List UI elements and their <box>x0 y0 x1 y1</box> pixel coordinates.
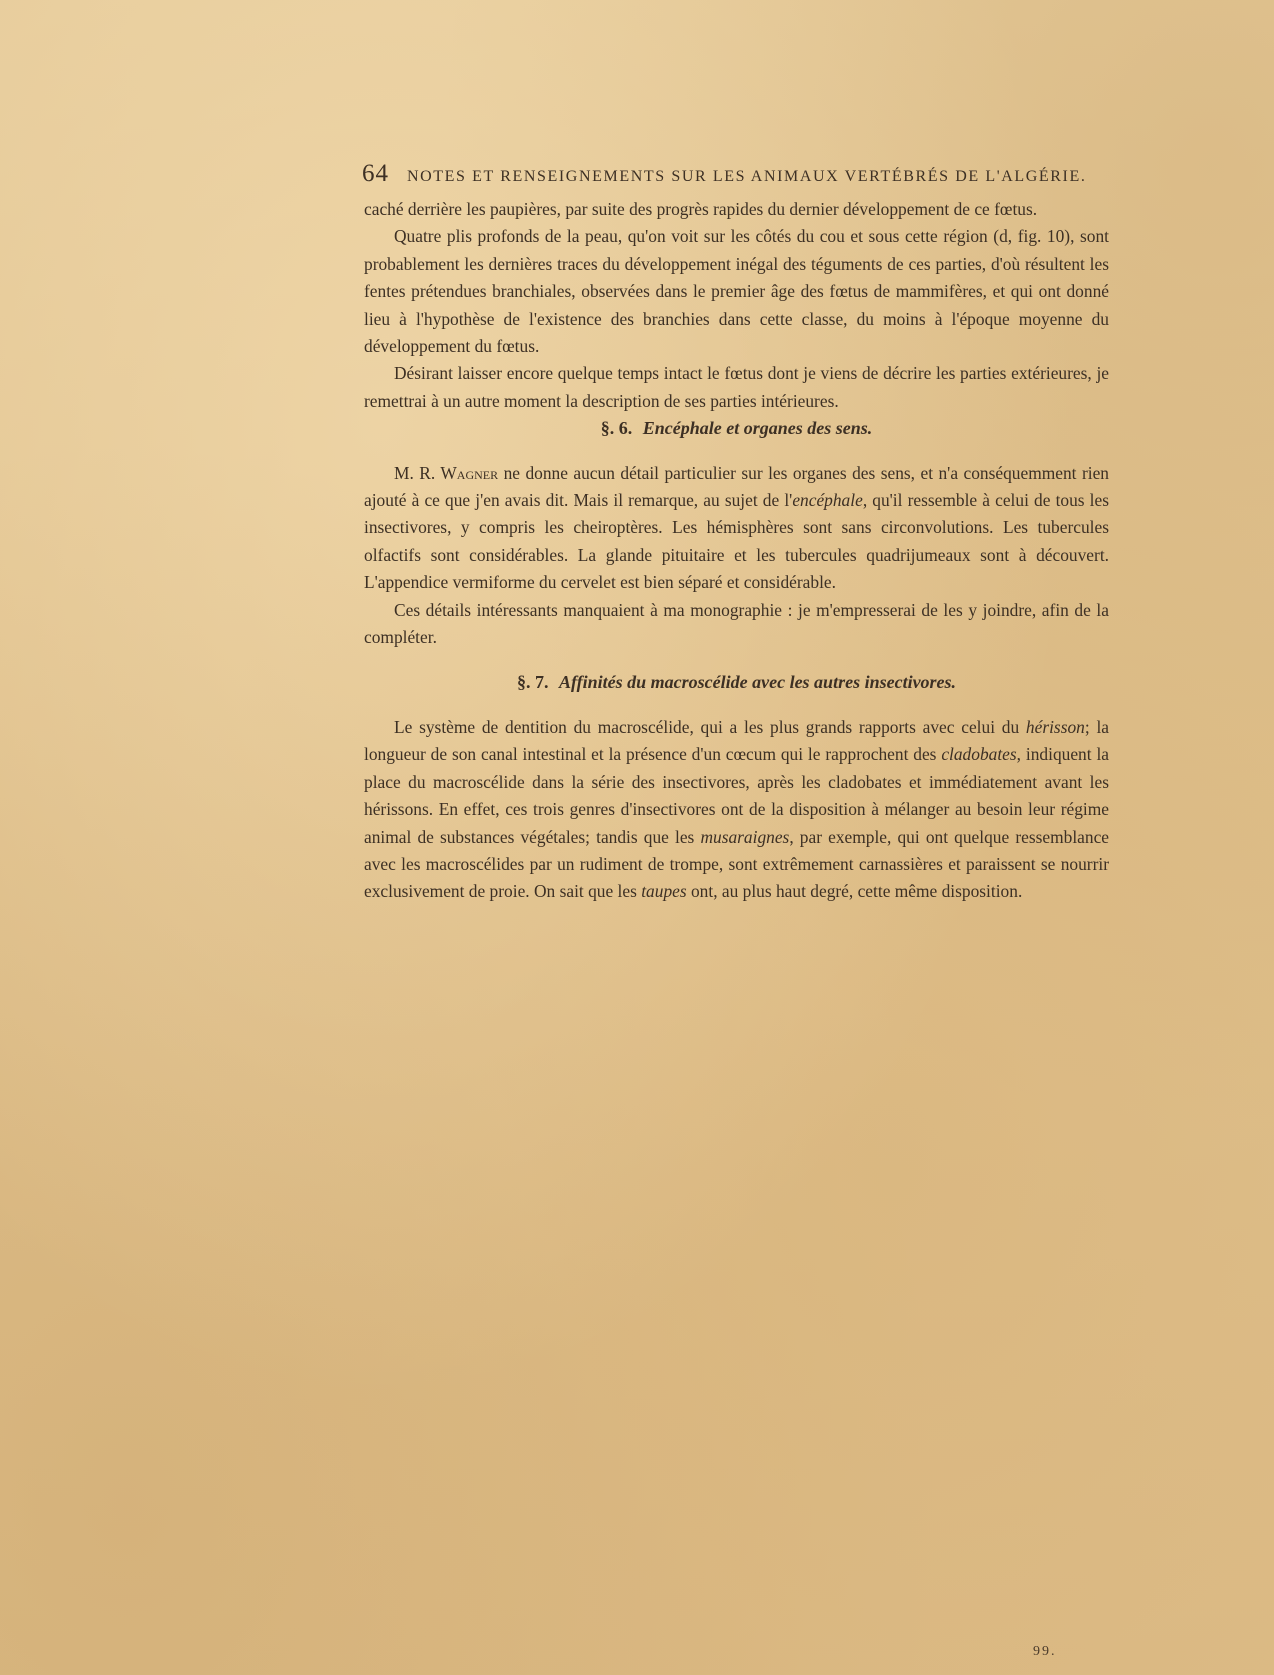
text-run: , indiquent la place du macroscélide dans la série des insectivores, après les cladobates et immédiatement avant les hérissons. En effet, ces trois genres d'insectivores ont de la disposition à mélanger au besoin leur régime animal de substances végétales; tandis que les <box>364 744 1109 847</box>
paragraph-dentition <box>364 714 1109 906</box>
text-run: ont, au plus haut degré, cette même disposition. <box>686 881 1023 902</box>
italic-term: musaraignes <box>700 826 790 847</box>
italic-term: encéphale <box>792 490 863 511</box>
paragraph-continuation: caché derrière les paupières, par suite des progrès rapides du dernier développement de ce fœtus. <box>364 199 1038 219</box>
paragraph-wagner <box>364 460 1109 597</box>
text-run: Le système de dentition du macroscélide, qui a les plus grands rapports avec celui du <box>394 716 1026 737</box>
text-run: , par exemple, qui ont quelque ressemblance avec les macroscélides par un rudiment de trompe, sont extrêmement carnassières et paraissent se nourrir exclusivement de proie. On sait que les <box>364 826 1110 902</box>
page-header <box>362 160 1112 190</box>
author-name: M. R. Wagner <box>394 462 499 483</box>
text-run: , qu'il ressemble à celui de tous les insectivores, y compris les cheiroptères. Les hémisphères sont sans circonvolutions. Les tubercules olfactifs sont considérables. La glande pituitaire et les tubercules quadrijumeaux sont à découvert. L'appendice vermiforme du cervelet est bien séparé et considérable. <box>364 490 1110 593</box>
paragraph-plis: Quatre plis profonds de la peau, qu'on voit sur les côtés du cou et sous cette région (d, fig. 10), sont probablement les dernières traces du développement inégal des téguments de ces parties, d'où résultent les fentes prétendues branchiales, observées dans le premier âge des fœtus de mammifères, et qui ont donné lieu à l'hypothèse de l'existence des branchies dans cette classe, du moins à l'époque moyenne du développement du fœtus. <box>364 226 1109 357</box>
section-title: Encéphale et organes des sens. <box>642 418 873 439</box>
paragraph-desirant: Désirant laisser encore quelque temps intact le fœtus dont je viens de décrire les parties extérieures, je remettrai à un autre moment la description de ses parties intérieures. <box>364 363 1109 411</box>
italic-term: cladobates <box>941 744 1017 765</box>
italic-term: taupes <box>641 881 687 902</box>
section-mark: §. 7. <box>516 671 549 692</box>
signature-mark: 99. <box>1033 1644 1057 1659</box>
section-heading-7 <box>364 669 1109 696</box>
section-heading-6 <box>364 415 1109 442</box>
body-text <box>364 196 1109 906</box>
text-run: ; la longueur de son canal intestinal et la présence d'un cœcum qui le rapprochent des <box>364 716 1110 765</box>
text-run: ne donne aucun détail particulier sur les organes des sens, et n'a conséquemment rien ajouté à ce que j'en avais dit. Mais il remarque, au sujet de l' <box>364 462 1109 511</box>
running-title: NOTES ET RENSEIGNEMENTS SUR LES ANIMAUX VERTÉBRÉS DE L'ALGÉRIE. <box>407 168 1087 185</box>
section-mark: §. 6. <box>600 418 633 439</box>
italic-term: hérisson <box>1025 716 1085 737</box>
section-title: Affinités du macroscélide avec les autres insectivores. <box>558 671 957 692</box>
page-number: 64 <box>362 160 389 187</box>
paragraph-details: Ces détails intéressants manquaient à ma monographie : je m'empresserai de les y joindre, afin de la compléter. <box>364 599 1109 648</box>
